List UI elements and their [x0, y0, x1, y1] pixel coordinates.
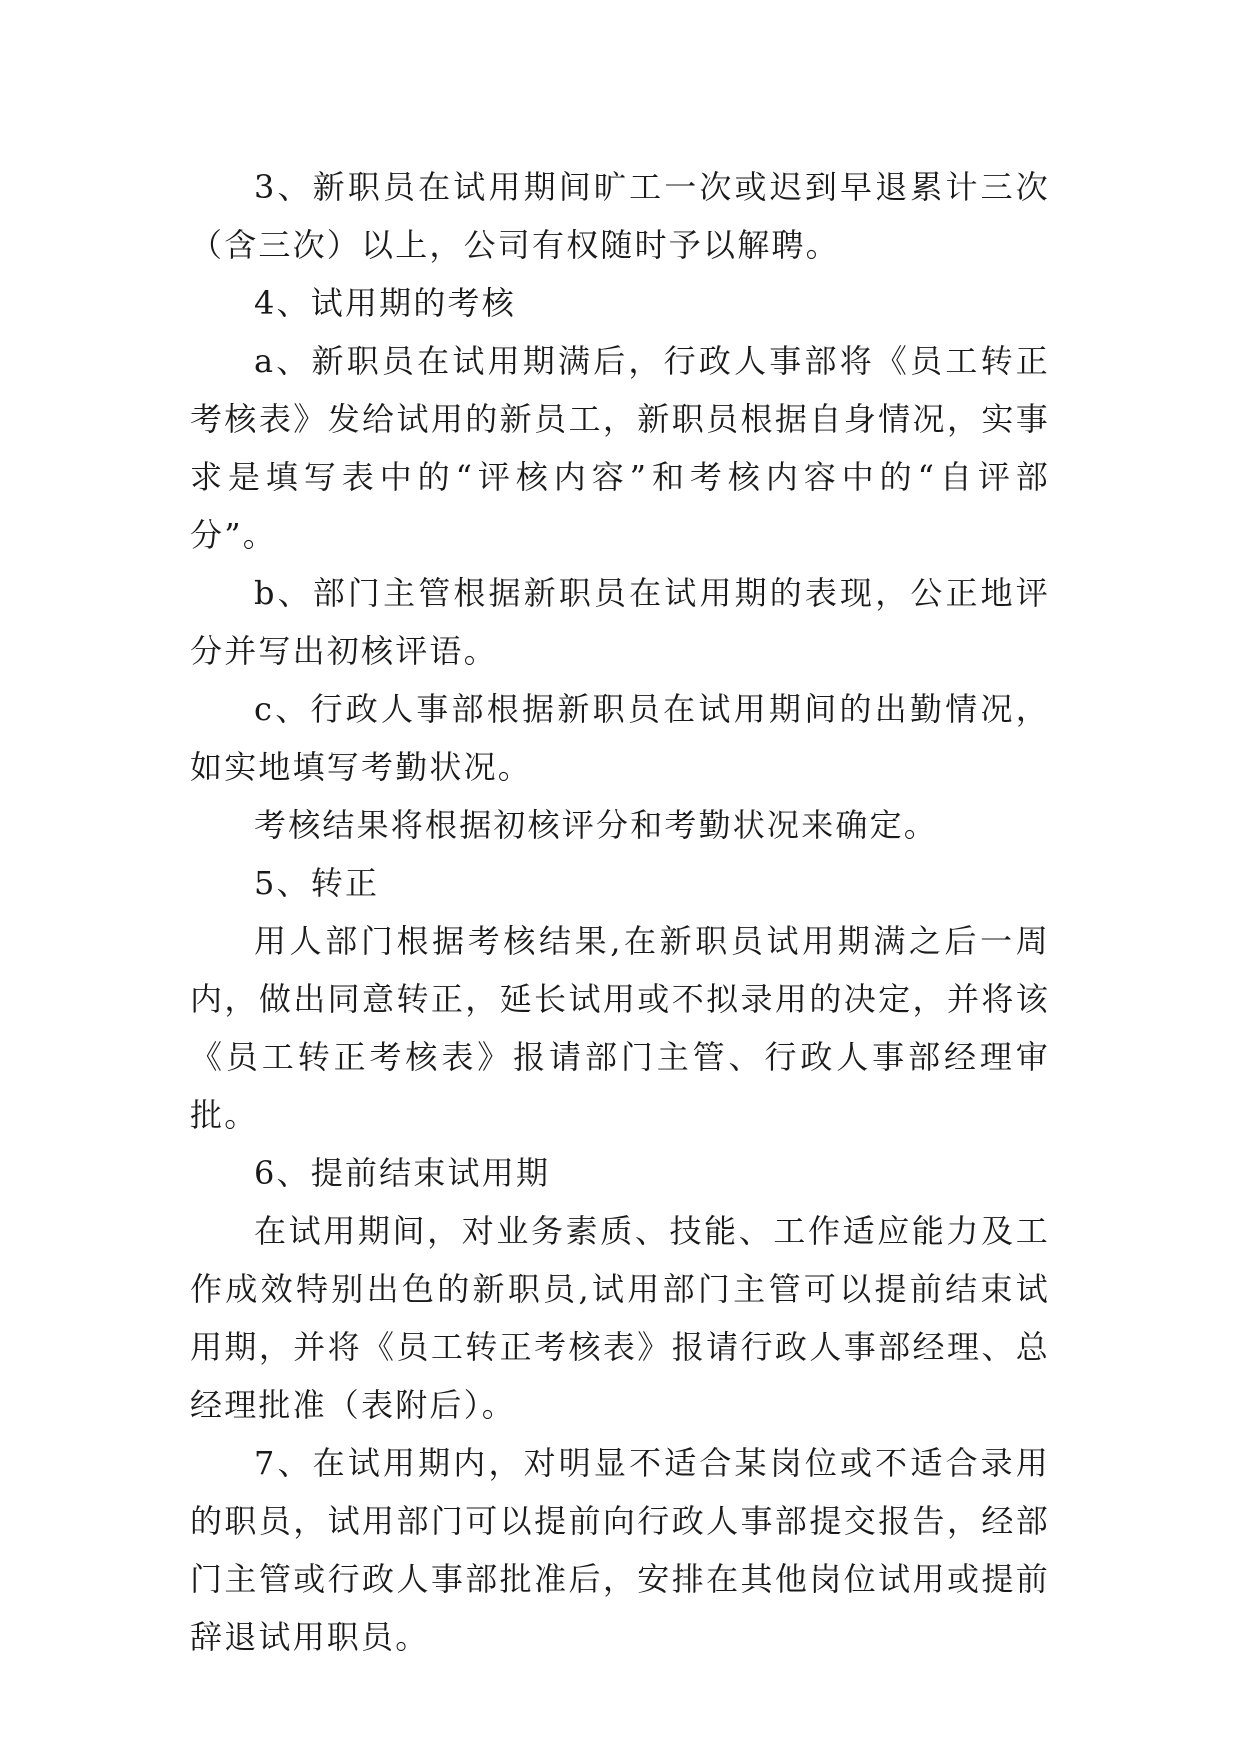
- heading-early-end: 6、提前结束试用期: [254, 1154, 551, 1192]
- document-body: [190, 158, 1050, 1666]
- paragraph-assessment-b: b、部门主管根据新职员在试用期的表现，公正地评分并写出初核评语。: [190, 574, 1050, 670]
- heading-probation-assessment: 4、试用期的考核: [254, 284, 516, 322]
- paragraph-assessment-result: 考核结果将根据初核评分和考勤状况来确定。: [254, 806, 939, 844]
- paragraph-regularization: 用人部门根据考核结果,在新职员试用期满之后一周内，做出同意转正，延长试用或不拟录用的决定，并将该《员工转正考核表》报请部门主管、行政人事部经理审批。: [190, 922, 1050, 1134]
- paragraph-absence-rule: 3、新职员在试用期间旷工一次或迟到早退累计三次（含三次）以上，公司有权随时予以解聘。: [190, 168, 1050, 264]
- paragraph-assessment-c: c、行政人事部根据新职员在试用期间的出勤情况，如实地填写考勤状况。: [190, 690, 1050, 786]
- paragraph-early-end: 在试用期间，对业务素质、技能、工作适应能力及工作成效特别出色的新职员,试用部门主管可以提前结束试用期，并将《员工转正考核表》报请行政人事部经理、总经理批准（表附后）。: [190, 1212, 1050, 1424]
- paragraph-assessment-a: a、新职员在试用期满后，行政人事部将《员工转正考核表》发给试用的新员工，新职员根据自身情况，实事求是填写表中的“评核内容”和考核内容中的“自评部分”。: [190, 342, 1050, 554]
- heading-regularization: 5、转正: [254, 864, 380, 902]
- paragraph-unsuitable: 7、在试用期内，对明显不适合某岗位或不适合录用的职员，试用部门可以提前向行政人事部提交报告，经部门主管或行政人事部批准后，安排在其他岗位试用或提前辞退试用职员。: [190, 1444, 1050, 1656]
